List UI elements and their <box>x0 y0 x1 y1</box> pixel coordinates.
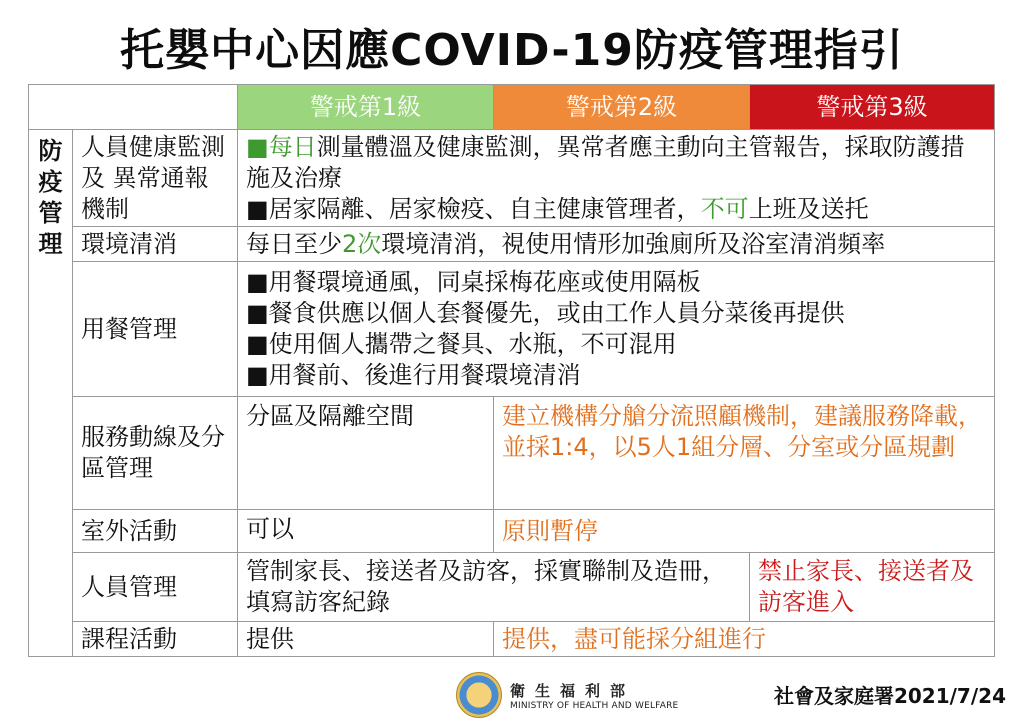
row-label-health: 人員健康監測及 異常通報機制 <box>73 130 238 227</box>
green-bullet: ■ <box>246 132 269 161</box>
dining-item: ■使用個人攜帶之餐具、水瓶，不可混用 <box>246 330 677 358</box>
staff-level3: 禁止家長、接送者及訪客進入 <box>750 553 995 622</box>
cleaning-post: 環境清消，視使用情形加強廁所及浴室清消頻率 <box>381 229 886 258</box>
health-line-2-pre: ■居家隔離、居家檢疫、自主健康管理者， <box>246 194 701 223</box>
category-char: 理 <box>38 230 63 258</box>
header-row <box>29 85 995 130</box>
highlight-twice: 2次 <box>342 229 382 258</box>
row-label-outdoor: 室外活動 <box>73 510 238 553</box>
row-label-staff: 人員管理 <box>73 553 238 622</box>
category-char: 疫 <box>38 168 63 196</box>
table-row <box>29 262 995 397</box>
page-title: 托嬰中心因應COVID-19防疫管理指引 <box>120 25 904 76</box>
ministry-name-zh: 衛生福利部 <box>510 681 636 700</box>
dining-item: ■用餐前、後進行用餐環境清消 <box>246 361 581 389</box>
health-content <box>238 130 995 227</box>
course-level23: 提供，盡可能採分組進行 <box>494 622 995 657</box>
service-level23: 建立機構分艙分流照顧機制，建議服務降載，並採1:4，以5人1組分層、分室或分區規劃 <box>494 397 995 510</box>
dining-item: ■用餐環境通風，同桌採梅花座或使用隔板 <box>246 268 701 296</box>
cleaning-content <box>238 227 995 262</box>
highlight-not-allowed: 不可 <box>700 194 749 223</box>
staff-level12: 管制家長、接送者及訪客，採實聯制及造冊，填寫訪客紀錄 <box>238 553 750 622</box>
ministry-logo <box>456 672 678 718</box>
table-row <box>29 622 995 657</box>
category-char: 防 <box>38 137 63 165</box>
table-row <box>29 227 995 262</box>
outdoor-level23: 原則暫停 <box>494 510 995 553</box>
row-label-dining: 用餐管理 <box>73 262 238 397</box>
health-line-1 <box>246 132 986 194</box>
level3-header: 警戒第3級 <box>750 85 995 130</box>
table-row <box>29 510 995 553</box>
highlight-daily: 每日 <box>268 132 317 161</box>
course-level1: 提供 <box>238 622 494 657</box>
header-blank <box>29 85 238 130</box>
category-char: 管 <box>38 199 63 227</box>
level2-header: 警戒第2級 <box>494 85 750 130</box>
service-level1: 分區及隔離空間 <box>238 397 494 510</box>
ministry-seal-icon <box>456 672 502 718</box>
ministry-name-en: MINISTRY OF HEALTH AND WELFARE <box>510 700 679 711</box>
table-row <box>29 553 995 622</box>
outdoor-level1: 可以 <box>238 510 494 553</box>
dining-item: ■餐食供應以個人套餐優先，或由工作人員分菜後再提供 <box>246 299 845 327</box>
health-line-2-post: 上班及送托 <box>748 194 869 223</box>
dining-content <box>238 262 995 397</box>
category-cell <box>29 130 73 657</box>
ministry-name <box>510 680 678 711</box>
guideline-table <box>28 84 995 657</box>
row-label-course: 課程活動 <box>73 622 238 657</box>
cleaning-pre: 每日至少 <box>246 229 342 258</box>
row-label-cleaning: 環境清消 <box>73 227 238 262</box>
row-label-service: 服務動線及分區管理 <box>73 397 238 510</box>
credit-date: 社會及家庭署2021/7/24 <box>773 684 1006 708</box>
table-row <box>29 130 995 227</box>
health-line-1-text: 測量體溫及健康監測，異常者應主動向主管報告，採取防護措施及治療 <box>246 132 965 192</box>
table-row <box>29 397 995 510</box>
health-line-2 <box>246 194 986 225</box>
level1-header: 警戒第1級 <box>238 85 494 130</box>
